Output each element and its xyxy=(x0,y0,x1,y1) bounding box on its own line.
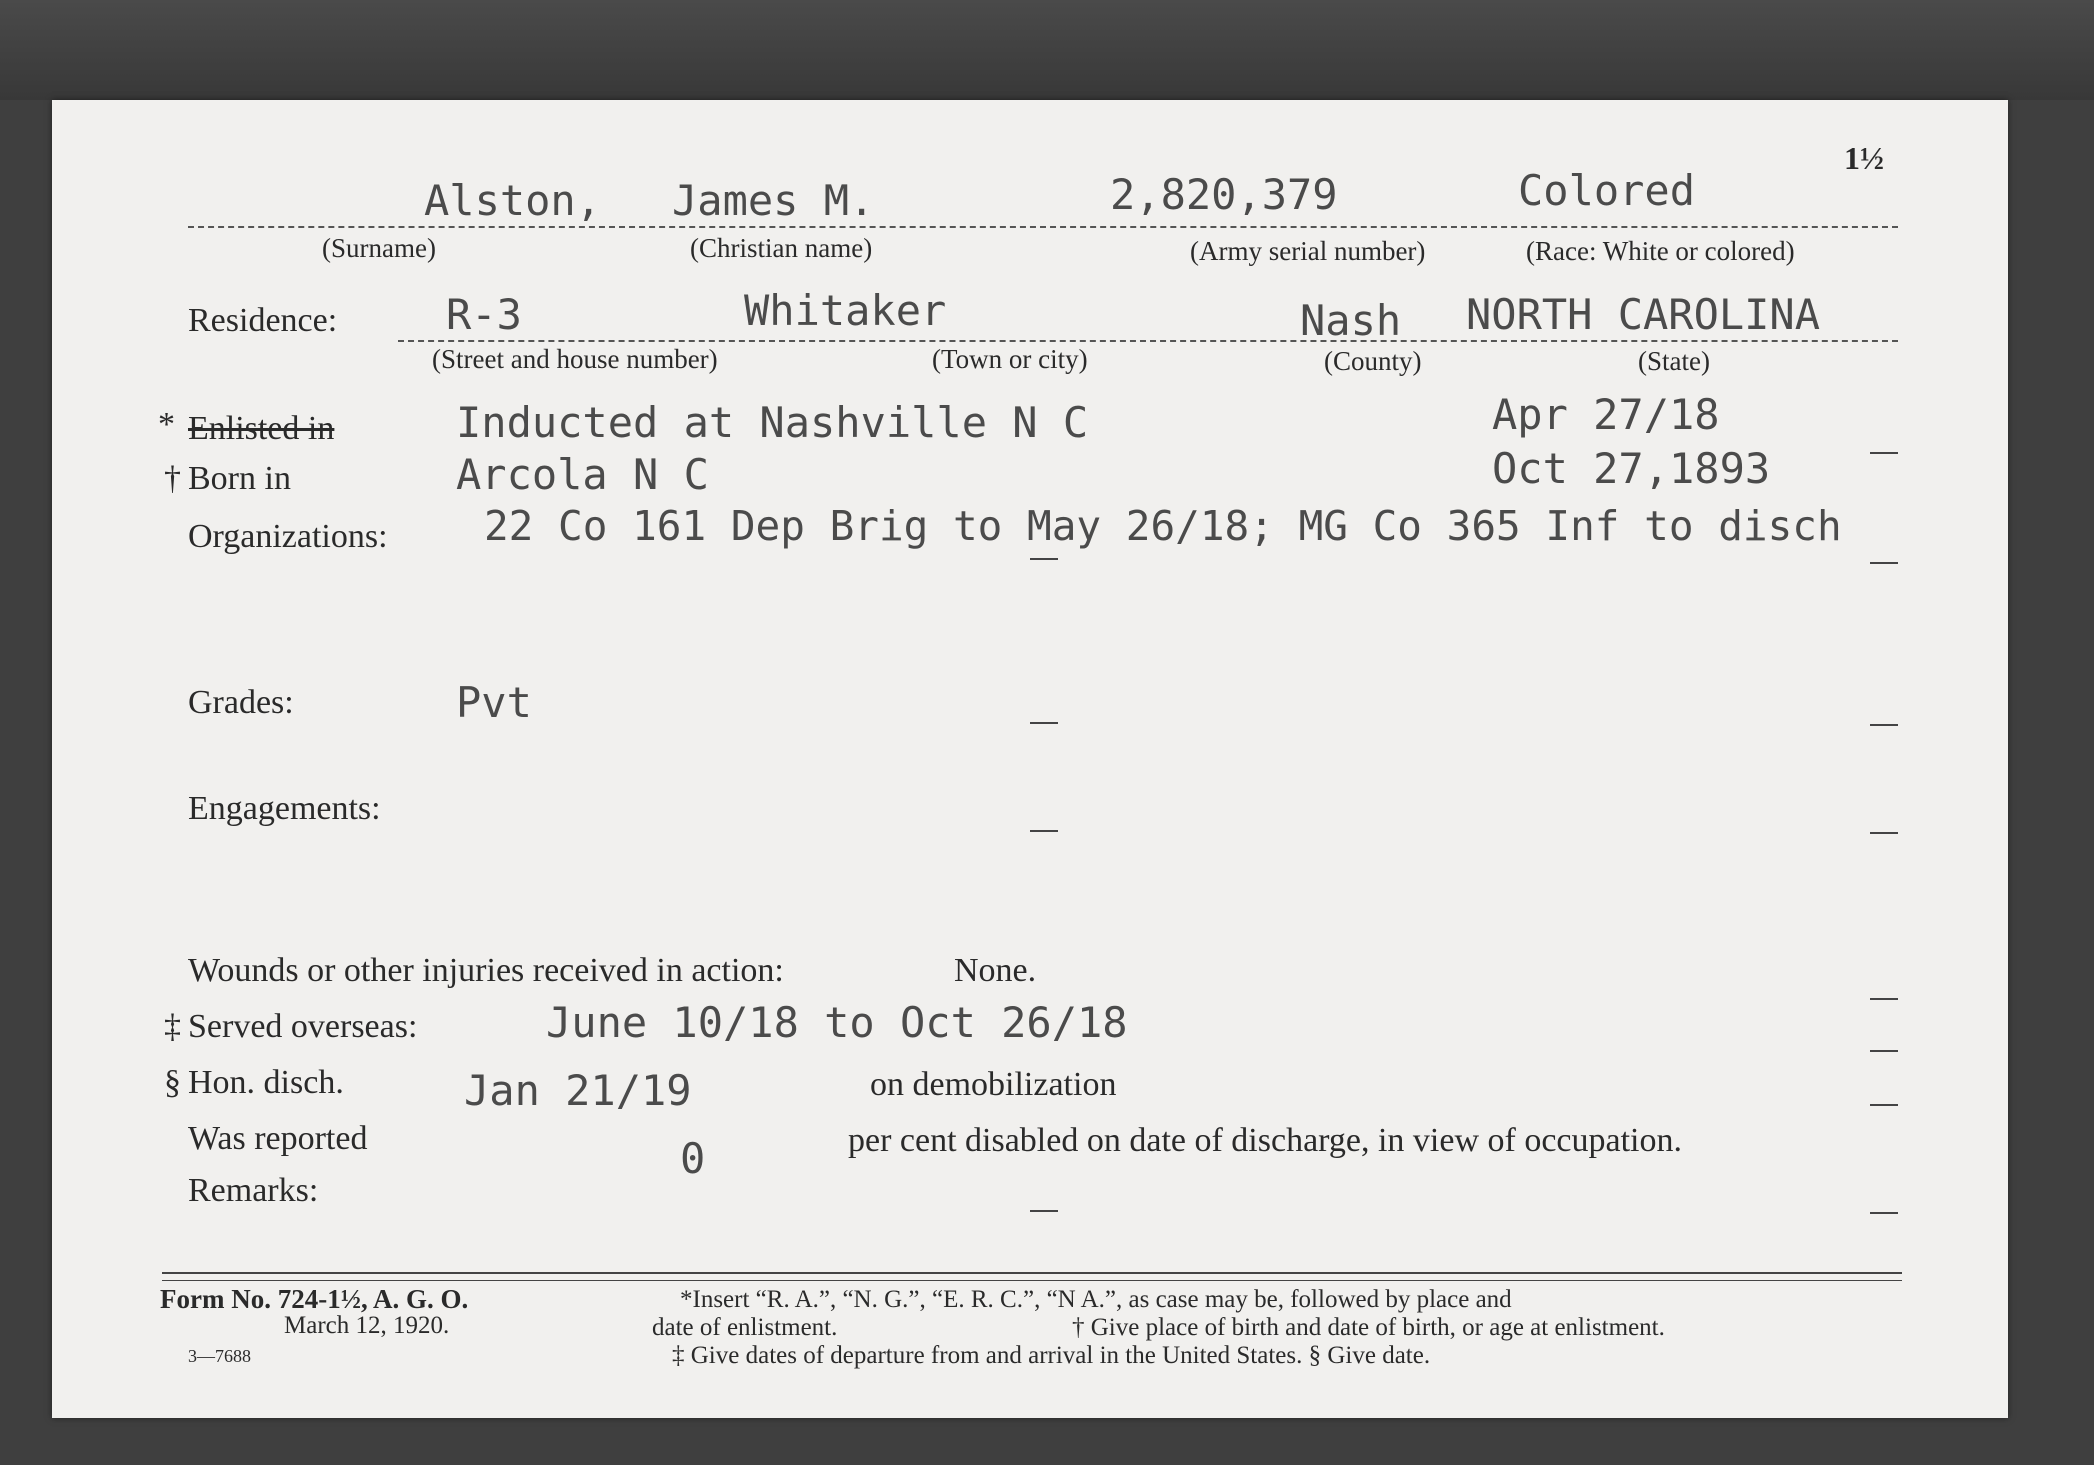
reported-value: 0 xyxy=(680,1134,706,1183)
organizations-value: 22 Co 161 Dep Brig to May 26/18; MG Co 365 Inf to disch xyxy=(484,502,1842,550)
reported-label: Was reported xyxy=(188,1120,368,1157)
margin-tick xyxy=(1870,998,1898,1000)
margin-tick xyxy=(1870,562,1898,564)
residence-label: Residence: xyxy=(188,302,338,339)
wounds-label: Wounds or other injuries received in action: xyxy=(188,952,784,989)
overseas-marker: ‡ xyxy=(164,1008,181,1045)
discharge-date: Jan 21/19 xyxy=(464,1066,692,1115)
service-record-card xyxy=(52,100,2008,1418)
residence-street-value: R-3 xyxy=(446,290,522,339)
margin-tick xyxy=(1870,1212,1898,1214)
footer-rule-thin xyxy=(162,1280,1902,1281)
reported-note: per cent disabled on date of discharge, in view of occupation. xyxy=(848,1122,1682,1159)
form-number: Form No. 724-1½, A. G. O. xyxy=(160,1284,469,1314)
overseas-label: Served overseas: xyxy=(188,1008,418,1045)
race-value: Colored xyxy=(1518,166,1696,215)
surname-value: Alston, xyxy=(424,176,602,225)
name-line xyxy=(188,226,1898,228)
born-value: Arcola N C xyxy=(456,450,709,499)
margin-tick xyxy=(1030,722,1058,724)
form-date: March 12, 1920. xyxy=(284,1312,450,1339)
footnote-birth: † Give place of birth and date of birth, or age at enlistment. xyxy=(1072,1314,1665,1341)
state-label: (State) xyxy=(1638,346,1710,376)
residence-state-value: NORTH CAROLINA xyxy=(1466,290,1821,339)
remarks-label: Remarks: xyxy=(188,1172,319,1209)
footer-rule xyxy=(162,1272,1902,1274)
wounds-value: None. xyxy=(954,952,1037,989)
margin-tick xyxy=(1870,1104,1898,1106)
surname-label: (Surname) xyxy=(322,233,436,263)
enlisted-marker: * xyxy=(158,406,175,443)
margin-tick xyxy=(1030,1210,1058,1212)
born-date: Oct 27,1893 xyxy=(1492,444,1771,493)
scan-backdrop xyxy=(0,0,2094,100)
enlisted-date: Apr 27/18 xyxy=(1492,390,1720,439)
margin-tick xyxy=(1870,452,1898,454)
grades-value: Pvt xyxy=(456,678,532,727)
christian-name-value: James M. xyxy=(672,176,875,225)
footnote-enlistment: date of enlistment. xyxy=(652,1314,838,1341)
county-label: (County) xyxy=(1324,346,1422,376)
street-label: (Street and house number) xyxy=(432,344,718,374)
residence-line xyxy=(398,340,1898,342)
discharge-marker: § xyxy=(164,1064,181,1101)
enlisted-label: Enlisted in xyxy=(188,410,335,447)
serial-number-value: 2,820,379 xyxy=(1110,170,1338,219)
print-code: 3—7688 xyxy=(188,1346,251,1366)
discharge-label: Hon. disch. xyxy=(188,1064,344,1101)
born-marker: † xyxy=(164,460,181,497)
christian-name-label: (Christian name) xyxy=(690,233,873,263)
margin-tick xyxy=(1030,558,1058,560)
town-label: (Town or city) xyxy=(932,344,1088,374)
residence-county-value: Nash xyxy=(1300,296,1402,345)
margin-tick xyxy=(1870,832,1898,834)
organizations-label: Organizations: xyxy=(188,518,388,555)
discharge-note: on demobilization xyxy=(870,1066,1117,1103)
residence-town-value: Whitaker xyxy=(744,286,947,335)
margin-tick xyxy=(1870,1050,1898,1052)
serial-number-label: (Army serial number) xyxy=(1190,236,1426,266)
race-label: (Race: White or colored) xyxy=(1526,236,1795,266)
margin-tick xyxy=(1030,830,1058,832)
enlisted-value: Inducted at Nashville N C xyxy=(456,398,1089,447)
engagements-label: Engagements: xyxy=(188,790,381,827)
card-number: 1½ xyxy=(1844,140,1884,176)
footnote-insert: *Insert “R. A.”, “N. G.”, “E. R. C.”, “N A.”, as case may be, followed by place and xyxy=(680,1286,1512,1313)
footnote-overseas: ‡ Give dates of departure from and arrival in the United States. § Give date. xyxy=(672,1342,1431,1369)
grades-label: Grades: xyxy=(188,684,294,721)
born-label: Born in xyxy=(188,460,291,497)
overseas-value: June 10/18 to Oct 26/18 xyxy=(546,998,1128,1047)
margin-tick xyxy=(1870,724,1898,726)
